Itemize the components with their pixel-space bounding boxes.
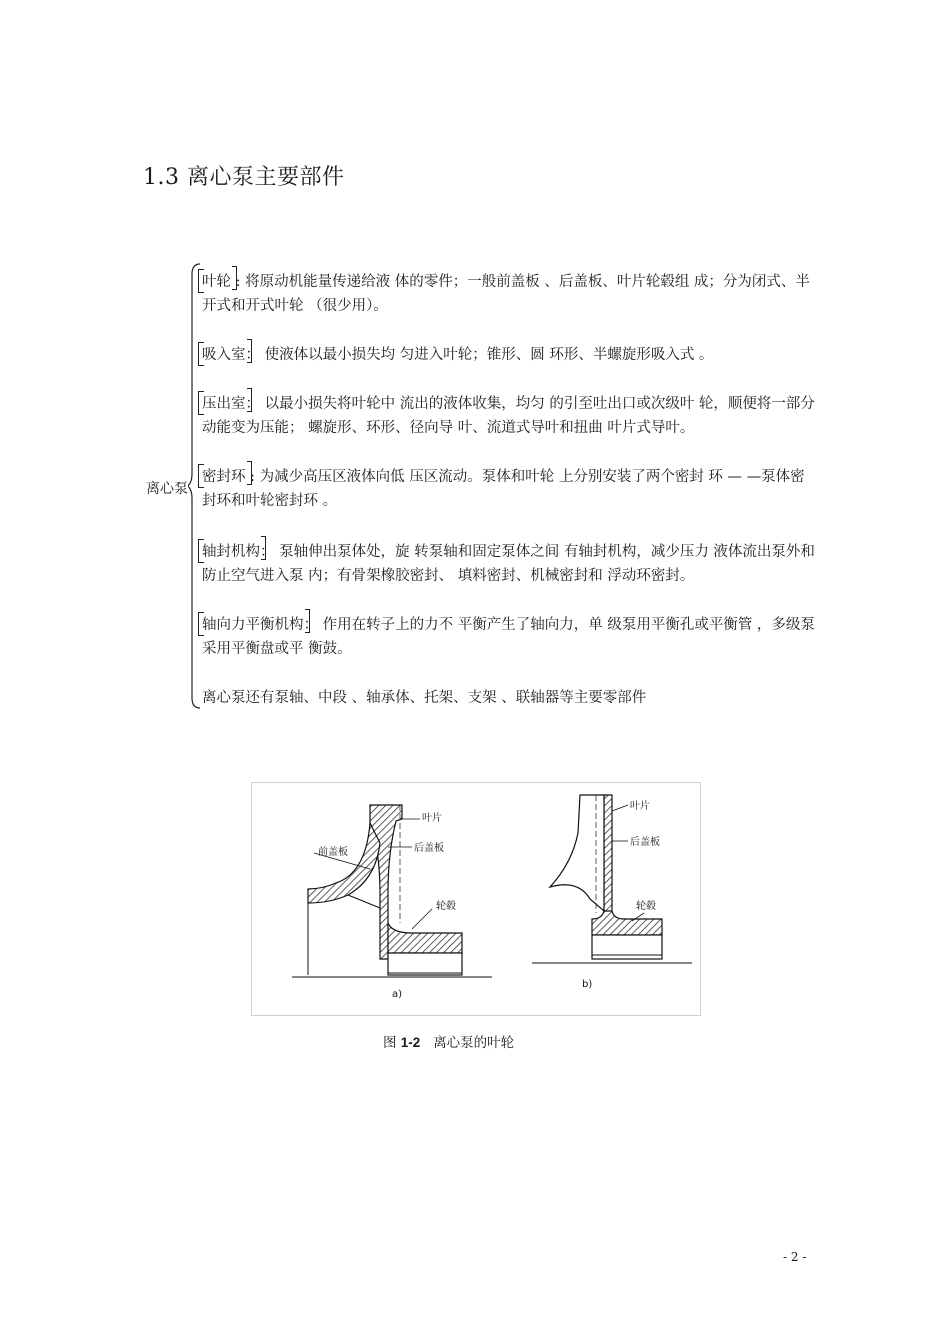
label-a-hub: 轮毂 (436, 901, 456, 912)
closing-line: 离心泵还有泵轴、中段 、轴承体、托架、支架 、联轴器等主要零部件 (202, 690, 647, 706)
component-desc: 为减少高压区液体向低 压区流动。泵体和叶轮 上分别安装了两个密封 环 — —泵体密封环和叶轮密封环 。 (202, 469, 805, 509)
component-term: 轴封机构 (202, 544, 260, 560)
component-term: 压出室 (202, 396, 246, 412)
component-desc: 使液体以最小损失均 匀进入叶轮；锥形、圆 环形、半螺旋形吸入式 。 (264, 347, 714, 363)
label-b-rear-cover: 后盖板 (630, 837, 660, 848)
component-term: 叶轮 (202, 274, 231, 290)
label-a-blade: 叶片 (422, 813, 442, 824)
figure-caption-text: 离心泵的叶轮 (433, 1035, 515, 1051)
figure-number: 1-2 (400, 1035, 421, 1050)
label-b-hub: 轮毂 (636, 901, 656, 912)
component-item-suction-chamber: 吸入室 ： 使液体以最小损失均 匀进入叶轮；锥形、圆 环形、半螺旋形吸入式 。 (202, 343, 817, 367)
component-term: 轴向力平衡机构 (202, 617, 304, 633)
component-item-shaft-seal: 轴封机构 ： 泵轴伸出泵体处，旋 转泵轴和固定泵体之间 有轴封机构，减少压力 液体流出泵外和防止空气进入泵 内；有骨架橡胶密封、 填料密封、机械密封和 浮动环密封。 (202, 540, 817, 588)
impeller-figure (251, 782, 701, 1016)
component-item-discharge-chamber: 压出室 ： 以最小损失将叶轮中 流出的液体收集，均匀 的引至吐出口或次级叶 轮，顺便将一部分动能变为压能； 螺旋形、环形、径向导 叶、流道式导叶和扭曲 叶片式导叶。 (202, 392, 817, 440)
component-desc: 泵轴伸出泵体处，旋 转泵轴和固定泵体之间 有轴封机构，减少压力 液体流出泵外和防止空气进入泵 内；有骨架橡胶密封、 填料密封、机械密封和 浮动环密封。 (202, 544, 815, 584)
label-a-rear-cover: 后盖板 (414, 843, 444, 854)
impeller-a-drawing (292, 805, 492, 977)
component-item-axial-balance: 轴向力平衡机构 ： 作用在转子上的力不 平衡产生了轴向力，单 级泵用平衡孔或平衡管 ，多级泵采用平衡盘或平 衡鼓。 (202, 613, 817, 661)
component-term: 吸入室 (202, 347, 246, 363)
component-desc: 将原动机能量传递给液 体的零件；一般前盖板 、后盖板、叶片轮毂组 成；分为闭式、半开式和开式叶轮 （很少用）。 (202, 274, 810, 314)
section-title: 1.3 离心泵主要部件 (143, 165, 345, 190)
label-b-blade: 叶片 (630, 801, 650, 812)
page-number: - 2 - (783, 1250, 807, 1264)
component-desc: 作用在转子上的力不 平衡产生了轴向力，单 级泵用平衡孔或平衡管 ，多级泵采用平衡盘或平 衡鼓。 (202, 617, 815, 657)
impeller-b-drawing (532, 795, 692, 963)
component-item-seal-ring: 密封环 : 为减少高压区液体向低 压区流动。泵体和叶轮 上分别安装了两个密封 环 — —泵体密封环和叶轮密封环 。 (202, 465, 817, 513)
label-b-sub: b) (582, 979, 593, 990)
component-term: 密封环 (202, 469, 246, 485)
component-item-impeller: 叶轮 : 将原动机能量传递给液 体的零件；一般前盖板 、后盖板、叶片轮毂组 成；分为闭式、半开式和开式叶轮 （很少用）。 (202, 270, 817, 318)
component-desc: 以最小损失将叶轮中 流出的液体收集，均匀 的引至吐出口或次级叶 轮，顺便将一部分动能变为压能； 螺旋形、环形、径向导 叶、流道式导叶和扭曲 叶片式导叶。 (202, 396, 815, 436)
figure-caption: 图 1-2 离心泵的叶轮 (383, 1035, 515, 1051)
group-label: 离心泵 (146, 481, 188, 497)
label-a-front-cover: 前盖板 (318, 847, 348, 858)
label-a-sub: a) (392, 989, 403, 1000)
